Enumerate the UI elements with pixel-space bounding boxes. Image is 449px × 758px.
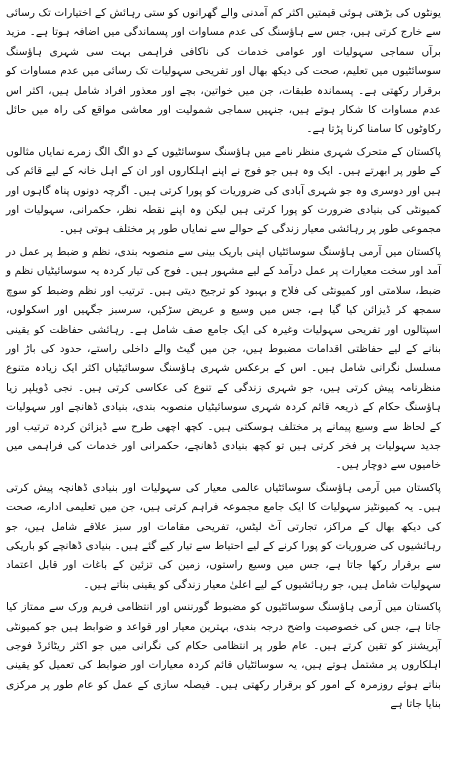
paragraph-governance: پاکستان میں آرمی ہاؤسنگ سوسائٹیوں کو مضبوط گورننس اور انتظامی فریم ورک سے ممتاز کیا جاتا ہے، جس کی خصوصیت واضح درجہ بندی، بہترین معیار اور قواعد و ضوابط ہیں جو کمیونٹی آپریشنز کو تقین کرتے ہیں۔ عام طور پر انتظامی حکام کی نگرانی میں جو اکثر ریٹائرڈ فوجی اہلکاروں پر مشتمل ہوتے ہیں، یہ سوسائٹیاں قائم کردہ معیارات اور ضوابط کی تعمیل کو یقینی بناتے ہوئے روزمرہ کے امور کو برقرار رکھتی ہیں۔ فیصلہ سازی کے عمل کو عام طور پر مرکزی بنایا جاتا ہے — [6, 601, 441, 711]
paragraph-army-planning: پاکستان میں آرمی ہاؤسنگ سوسائٹیاں اپنی باریک بینی سے منصوبہ بندی، نظم و ضبط پر عمل در آمد اور سخت معیارات پر عمل درآمد کے لیے مشہور ہیں۔ فوج کی تیار کردہ یہ سوسائیٹیاں نظم و ضبط، سلامتی اور کمیونٹی کی فلاح و بہبود کو ترجیح دیتی ہیں۔ ترتیب اور نظم وضبط کو سوچ سمجھ کر ڈیزائن کیا گیا ہے، جس میں وسیع و عریض سڑکیں، سرسبز جگہیں اور اسکولوں، اسپتالوں اور تفریحی سہولیات وغیرہ کی ایک جامع صف شامل ہے۔ رہائشی حفاظت کو یقینی بنانے کے لیے حفاظتی اقدامات مضبوط ہیں، جن میں گیٹ والے داخلی راستے، حدود کی باڑ اور مسلسل نگرانی شامل ہیں۔ اس کے برعکس شہری ہاؤسنگ سوسائیٹیاں اکثر ایک زیادہ متنوع منظرنامہ پیش کرتی ہیں، جو شہری زندگی کے تنوع کی عکاسی کرتی ہیں۔ نجی ڈویلپر زیا ہاؤسنگ حکام کے ذریعہ قائم کردہ شہری سوسائیٹیاں منصوبہ بندی، بنیادی ڈھانچے اور سہولیات کے لحاظ سے وسیع پیمانے پر مختلف ہوسکتی ہیں۔ کچھ اچھی طرح سے ڈیزائن کردہ ترتیب اور جدید سہولیات پر فخر کرتی ہیں تو کچھ بنیادی ڈھانچے، حکمرانی اور خدمات کی فراہمی میں خامیوں سے دوچار ہیں۔ — [6, 245, 441, 472]
paragraph-amenities: پاکستان میں آرمی ہاؤسنگ سوسائٹیاں عالمی معیار کی سہولیات اور بنیادی ڈھانچہ پیش کرتی ہیں۔ یہ کمیونٹیز سہولیات کا ایک جامع مجموعہ فراہم کرتی ہیں، جن میں تعلیمی ادارے، صحت کی دیکھ بھال کے مراکز، تجارتی آٹ لیٹس، تفریحی مقامات اور سبز علاقے شامل ہیں، جو رہائشیوں کی ضروریات کو پورا کرنے کے لیے احتیاط سے تیار کیے گئے ہیں۔ بنیادی ڈھانچے کو باریکی سے برقرار رکھا جاتا ہے، جس میں وسیع راستوں، زمین کی تزئین کے باغات اور قابل اعتماد سہولیات شامل ہیں، جو رہائشیوں کے لیے اعلیٰ معیار زندگی کو یقینی بناتے ہیں۔ — [6, 481, 441, 591]
paragraph-two-categories: پاکستان کے متحرک شہری منظر نامے میں ہاؤسنگ سوسائٹیوں کے دو الگ الگ زمرے نمایاں مثالوں کے طور پر ابھرتے ہیں۔ ایک وہ ہیں جو فوج نے اپنے اہلکاروں اور ان کے اہل خانہ کے لیے قائم کی ہیں اور دوسری وہ جو شہری آبادی کی ضروریات کو پورا کرتی ہیں۔ اگرچہ دونوں پناہ گاہوں اور کمیونٹی کی بنیادی ضرورت کو پورا کرتی ہیں لیکن وہ اپنے نقطہ نظر، حکمرانی، سہولیات اور مجموعی طور پر رہائشی معیار زندگی کے حوالے سے نمایاں طور پر مختلف ہوتی ہیں۔ — [6, 145, 441, 236]
paragraph-intro-inequality: یونٹوں کی بڑھتی ہوئی قیمتیں اکثر کم آمدنی والے گھرانوں کو ستی رہائش کے اختیارات تک رسائی سے خارج کرتی ہیں، جس سے ہاؤسنگ کی عدم مساوات اور پسماندگی میں اضافہ ہوتا ہے۔ مزید برآں سماجی سہولیات اور عوامی خدمات کی ناکافی فراہمی بہت سی شہری ہاؤسنگ سوسائٹیوں میں تعلیم، صحت کی دیکھ بھال اور تفریحی سہولیات تک رسائی میں عدم مساوات کو برقرار رکھتی ہے۔ پسماندہ طبقات، جن میں خواتین، بچے اور معذور افراد شامل ہیں، اکثر اس عدم مساوات کا شکار ہوتے ہیں، جنہیں سماجی شمولیت اور معاشی مواقع کی راہ میں حائل رکاوٹوں کا سامنا کرنا پڑتا ہے۔ — [6, 7, 441, 136]
